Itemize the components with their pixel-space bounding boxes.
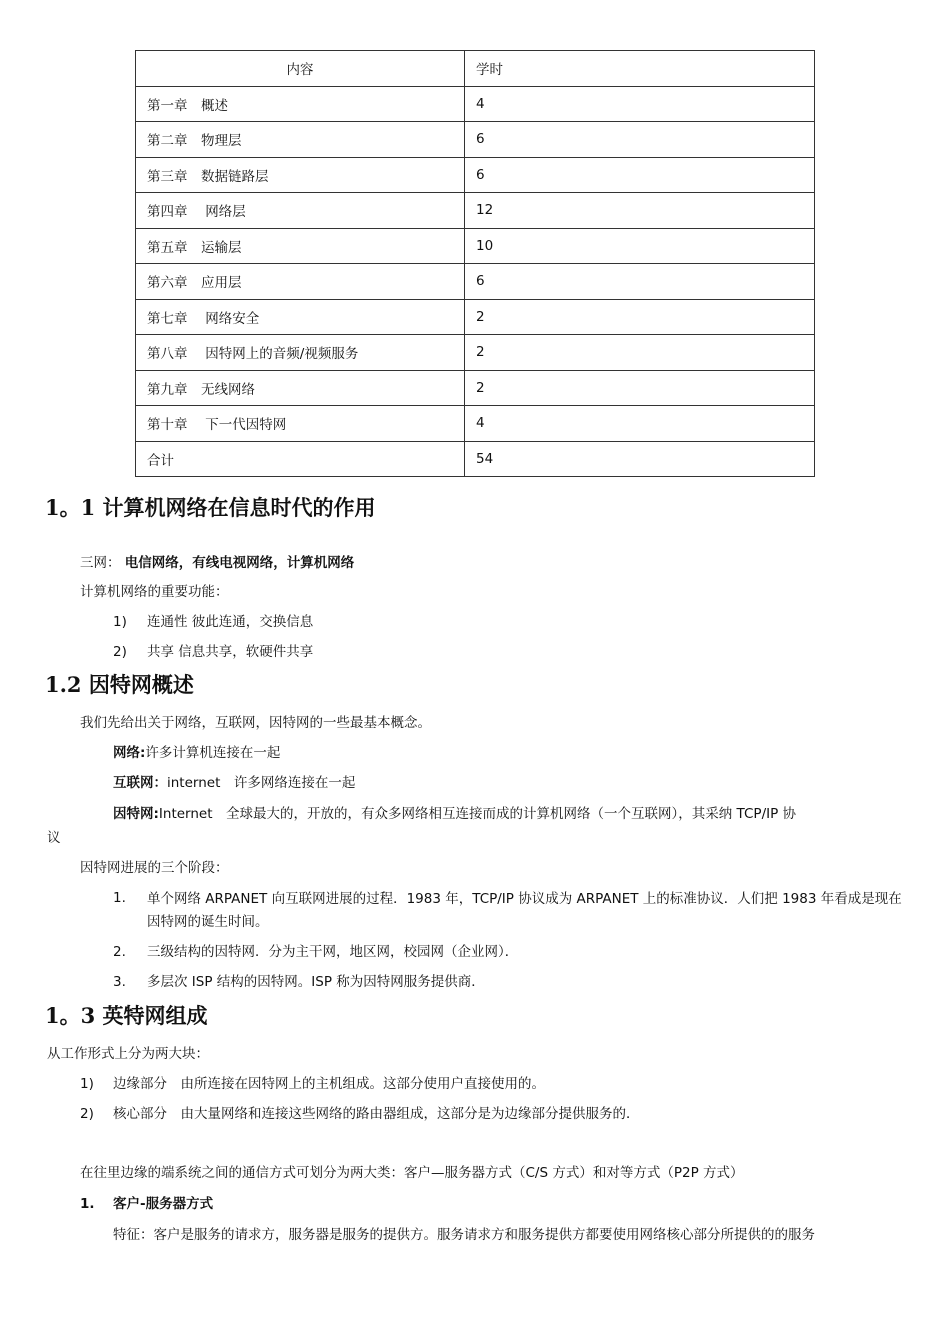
part-2-text: 核心部分 由大量网络和连接这些网络的路由器组成，这部分是为边缘部分提供服务的． bbox=[113, 1106, 640, 1122]
three-nets-label: 三网： bbox=[80, 555, 121, 571]
chapter-cell: 第二章 物理层 bbox=[136, 122, 465, 158]
functions-title: 计算机网络的重要功能： bbox=[80, 584, 229, 600]
three-nets-line bbox=[80, 553, 354, 573]
section-1-1-title: 1。1 计算机网络在信息时代的作用 bbox=[45, 495, 376, 520]
header-hours: 学时 bbox=[465, 51, 815, 87]
table-header-row bbox=[136, 51, 815, 87]
function-1-text: 连通性 彼此连通，交换信息 bbox=[147, 614, 314, 630]
section-1-3-title: 1。3 英特网组成 bbox=[45, 1003, 208, 1028]
chapter-cell: 第四章 网络层 bbox=[136, 193, 465, 229]
stage-1-text: 单个网络 ARPANET 向互联网进展的过程．1983 年，TCP/IP 协议成为 ARPANET 上的标准协议．人们把 1983 年看成是现在因特网的诞生时间。 bbox=[147, 891, 902, 930]
part-2-num: 2) bbox=[80, 1106, 94, 1122]
part-1-num: 1) bbox=[80, 1076, 94, 1092]
course-hours-table bbox=[135, 50, 815, 477]
stage-3-num: 3. bbox=[113, 974, 126, 990]
composition-intro: 从工作形式上分为两大块： bbox=[47, 1046, 209, 1062]
hours-cell: 4 bbox=[465, 86, 815, 122]
header-content: 内容 bbox=[136, 51, 465, 87]
table-row bbox=[136, 406, 815, 442]
hours-cell: 10 bbox=[465, 228, 815, 264]
stages-title: 因特网进展的三个阶段： bbox=[80, 860, 229, 876]
cs-num: 1. bbox=[80, 1196, 95, 1212]
stage-3-text: 多层次 ISP 结构的因特网。ISP 称为因特网服务提供商． bbox=[147, 974, 485, 990]
communication-modes: 在往里边缘的端系统之间的通信方式可划分为两大类：客户—服务器方式（C/S 方式）和对等方式（P2P 方式） bbox=[80, 1165, 744, 1181]
table-row bbox=[136, 441, 815, 477]
stage-2-num: 2. bbox=[113, 944, 126, 960]
section-1-2-title: 1.2 因特网概述 bbox=[45, 672, 194, 697]
table-row bbox=[136, 370, 815, 406]
table-row bbox=[136, 228, 815, 264]
hours-cell: 6 bbox=[465, 122, 815, 158]
part-1-text: 边缘部分 由所连接在因特网上的主机组成。这部分使用户直接使用的。 bbox=[113, 1076, 545, 1092]
text-internet-upper: Internet 全球最大的，开放的，有众多网络相互连接而成的计算机网络（一个互联网），其采纳 TCP/IP 协 bbox=[158, 806, 797, 822]
chapter-cell: 第一章 概述 bbox=[136, 86, 465, 122]
table-row bbox=[136, 264, 815, 300]
def-internet-lower bbox=[113, 773, 355, 793]
chapter-cell: 第九章 无线网络 bbox=[136, 370, 465, 406]
chapter-cell: 第三章 数据链路层 bbox=[136, 157, 465, 193]
stage-1-num: 1. bbox=[113, 890, 126, 906]
table-row bbox=[136, 86, 815, 122]
hours-cell: 54 bbox=[465, 441, 815, 477]
text-internet-upper-cont: 议 bbox=[47, 830, 61, 846]
hours-cell: 2 bbox=[465, 335, 815, 371]
function-2-text: 共享 信息共享，软硬件共享 bbox=[147, 644, 314, 660]
cs-feature: 特征：客户是服务的请求方，服务器是服务的提供方。服务请求方和服务提供方都要使用网络核心部分所提供的的服务 bbox=[113, 1227, 815, 1243]
table-row bbox=[136, 193, 815, 229]
chapter-cell: 第十章 下一代因特网 bbox=[136, 406, 465, 442]
chapter-cell: 第八章 因特网上的音频/视频服务 bbox=[136, 335, 465, 371]
term-internet-lower: 互联网： bbox=[113, 775, 167, 791]
three-nets-value: 电信网络，有线电视网络，计算机网络 bbox=[124, 555, 355, 571]
table-row bbox=[136, 299, 815, 335]
function-2-num: 2) bbox=[113, 644, 127, 660]
text-network: 许多计算机连接在一起 bbox=[145, 745, 281, 761]
hours-cell: 2 bbox=[465, 299, 815, 335]
def-network bbox=[113, 743, 280, 763]
hours-cell: 6 bbox=[465, 157, 815, 193]
table-row bbox=[136, 335, 815, 371]
term-internet-upper: 因特网: bbox=[113, 806, 159, 822]
chapter-cell: 合计 bbox=[136, 441, 465, 477]
term-network: 网络: bbox=[113, 745, 146, 761]
table-row bbox=[136, 122, 815, 158]
hours-cell: 6 bbox=[465, 264, 815, 300]
stage-2-text: 三级结构的因特网．分为主干网，地区网，校园网（企业网）． bbox=[147, 944, 519, 960]
def-internet-upper bbox=[113, 804, 796, 824]
hours-cell: 12 bbox=[465, 193, 815, 229]
cs-title: 客户-服务器方式 bbox=[113, 1196, 214, 1212]
hours-cell: 4 bbox=[465, 406, 815, 442]
function-1-num: 1) bbox=[113, 614, 127, 630]
chapter-cell: 第六章 应用层 bbox=[136, 264, 465, 300]
concepts-intro: 我们先给出关于网络，互联网，因特网的一些最基本概念。 bbox=[80, 715, 431, 731]
chapter-cell: 第七章 网络安全 bbox=[136, 299, 465, 335]
table-row bbox=[136, 157, 815, 193]
hours-cell: 2 bbox=[465, 370, 815, 406]
text-internet-lower: internet 许多网络连接在一起 bbox=[167, 775, 356, 791]
chapter-cell: 第五章 运输层 bbox=[136, 228, 465, 264]
